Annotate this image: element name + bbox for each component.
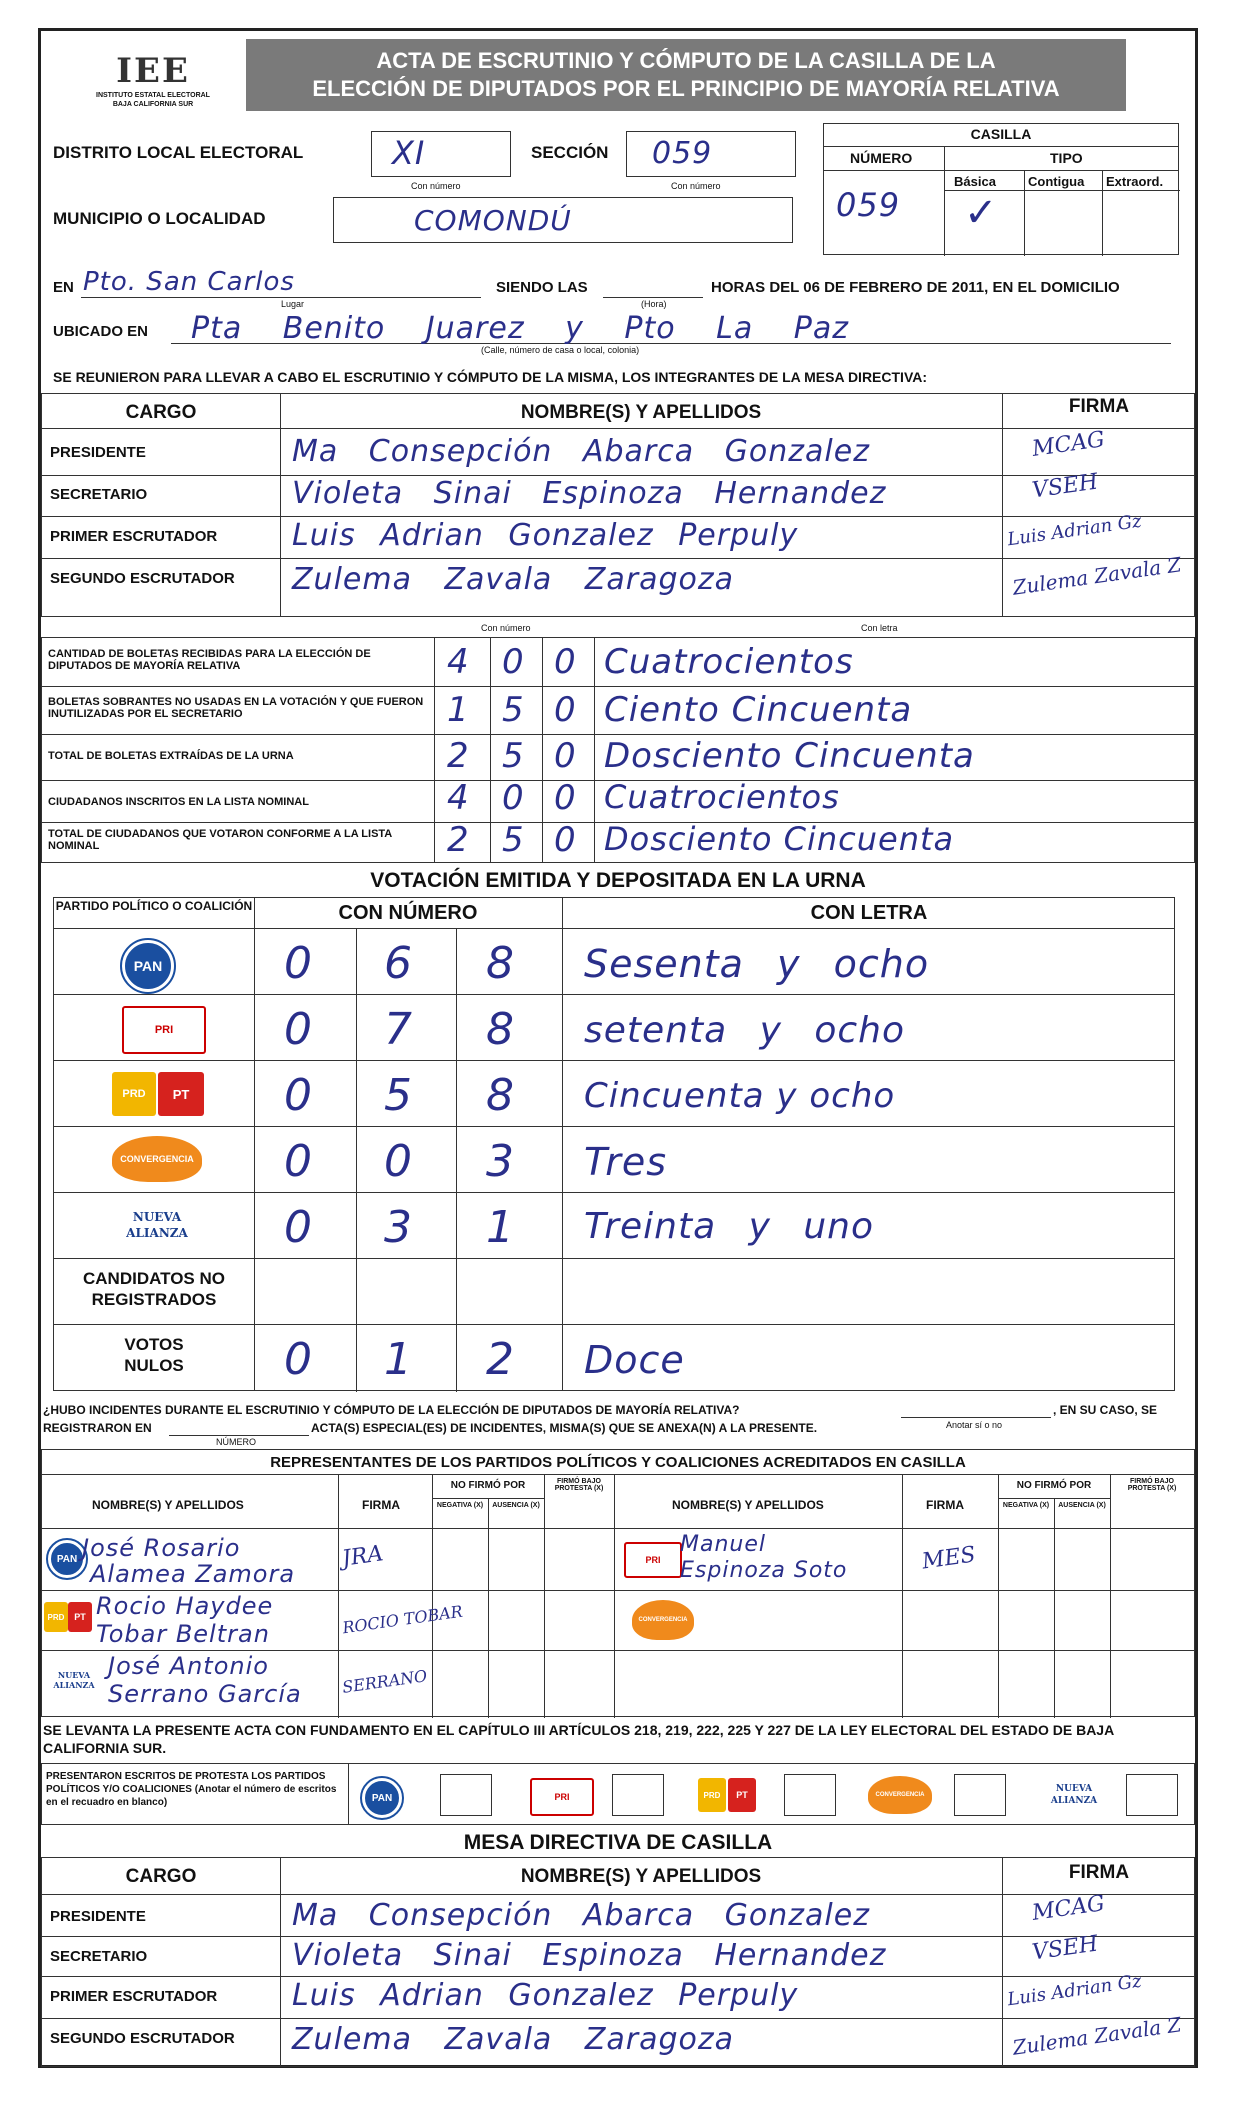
voto-d3-2: 8 <box>486 1070 515 1121</box>
protesta-na-line2: ALIANZA <box>1050 1796 1098 1806</box>
voto-d1-4: 0 <box>284 1202 313 1253</box>
letra-header: CON LETRA <box>810 902 928 924</box>
seccion-box <box>626 131 796 177</box>
seccion-label: SECCIÓN <box>531 143 609 162</box>
mesa2-firma-2: Luis Adrian Gz <box>1006 1970 1143 2011</box>
voto-d1-2: 0 <box>284 1070 313 1121</box>
rep-left-name1-0: José Rosario <box>82 1534 241 1562</box>
mesa1-nombre-0: Ma Consepción Abarca Gonzalez <box>292 434 870 469</box>
mesa1-cargo-2: PRIMER ESCRUTADOR <box>50 528 218 545</box>
rep-na-icon <box>44 1662 104 1698</box>
incidentes-line2-a: REGISTRARON EN <box>43 1421 152 1435</box>
boletas-con-letra: Con letra <box>861 623 898 633</box>
mesa2-cargo-header: CARGO <box>125 1866 197 1887</box>
municipio-value: COMONDÚ <box>414 204 572 237</box>
voto-letra-3: Tres <box>584 1140 668 1184</box>
negativa-right: NEGATIVA (X) <box>1002 1502 1050 1509</box>
voto-d3-3: 3 <box>486 1136 515 1187</box>
logo-sub2: BAJA CALIFORNIA SUR <box>112 101 194 108</box>
numero-header: CON NÚMERO <box>338 902 478 924</box>
distrito-label: DISTRITO LOCAL ELECTORAL <box>53 143 304 162</box>
prd-logo-icon: PRD <box>112 1072 156 1116</box>
lugar-caption: Lugar <box>281 299 305 309</box>
en-label: EN <box>53 279 74 296</box>
logo-mark: IEE <box>116 51 190 91</box>
rep-prd-icon: PRD <box>44 1602 68 1632</box>
voto-letra-2: Cincuenta y ocho <box>584 1076 896 1116</box>
votacion-table <box>53 897 1175 1391</box>
firmo-bajo-left: FIRMÓ BAJO PROTESTA (X) <box>554 1478 604 1492</box>
rep-pri-icon: PRI <box>624 1542 682 1578</box>
mesa2-cargo-2: PRIMER ESCRUTADOR <box>50 1988 218 2005</box>
title-line2: ELECCIÓN DE DIPUTADOS POR EL PRINCIPIO DE MAYORÍA RELATIVA <box>312 76 1060 101</box>
voto-d1-1: 0 <box>284 1004 313 1055</box>
ubicado-value: Pta Benito Juarez y Pto La Paz <box>191 311 850 346</box>
boleta-label-1: BOLETAS SOBRANTES NO USADAS EN LA VOTACIÓN Y QUE FUERON INUTILIZADAS POR EL SECRETARIO <box>48 696 424 720</box>
mesa2-nombre-header: NOMBRE(S) Y APELLIDOS <box>520 1866 762 1887</box>
voto-d3-4: 1 <box>486 1202 515 1253</box>
tipo-label: TIPO <box>1050 150 1083 166</box>
mesa2-table <box>41 1857 1195 2067</box>
boleta-d1-0: 4 <box>447 642 470 682</box>
mesa1-firma-0: MCAG <box>1030 427 1107 462</box>
mesa2-nombre-2: Luis Adrian Gonzalez Perpuly <box>292 1978 799 2013</box>
horas-text: HORAS DEL 06 DE FEBRERO DE 2011, EN EL DOMICILIO <box>711 279 1120 296</box>
mesa1-cargo-3: SEGUNDO ESCRUTADOR <box>50 570 235 587</box>
basica-check-mark: ✓ <box>964 190 999 236</box>
boleta-label-3: CIUDADANOS INSCRITOS EN LA LISTA NOMINAL <box>48 796 309 808</box>
nueva-alianza-logo-icon <box>112 1202 202 1248</box>
boleta-d2-3: 0 <box>502 778 525 818</box>
hora-caption: (Hora) <box>641 299 667 309</box>
boleta-d2-2: 5 <box>502 736 525 776</box>
mesa1-firma-1: VSEH <box>1030 469 1100 504</box>
voto-d2-0: 6 <box>384 938 413 989</box>
pri-logo-icon: PRI <box>122 1006 206 1054</box>
no-firmo-right: NO FIRMÓ POR <box>1016 1480 1092 1491</box>
boleta-d3-4: 0 <box>554 820 577 860</box>
title-line1: ACTA DE ESCRUTINIO Y CÓMPUTO DE LA CASILLA DE LA <box>376 48 996 73</box>
mesa2-firma-header: FIRMA <box>1068 1862 1130 1883</box>
voto-d2-3: 0 <box>384 1136 413 1187</box>
boleta-d1-3: 4 <box>447 778 470 818</box>
partido-header: PARTIDO POLÍTICO O COALICIÓN <box>55 899 253 913</box>
rep-left-name2-1: Tobar Beltran <box>96 1620 270 1648</box>
protesta-prd-icon: PRD <box>698 1778 726 1812</box>
numero-label: NÚMERO <box>850 150 913 166</box>
protesta-row <box>41 1763 1195 1825</box>
seccion-caption: Con número <box>671 181 721 191</box>
distrito-value: XI <box>392 134 426 172</box>
ubicado-label: UBICADO EN <box>53 323 149 340</box>
fundamento-text: SE LEVANTA LA PRESENTE ACTA CON FUNDAMENTO EN EL CAPÍTULO III ARTÍCULOS 218, 219, 222, 225 Y 227 DE LA LEY ELECTORAL DEL ESTADO DE BAJA CALIFORNIA SUR. <box>43 1722 1114 1756</box>
mesa2-firma-0: MCAG <box>1030 1891 1107 1926</box>
protesta-na-icon <box>1038 1776 1110 1814</box>
municipio-label: MUNICIPIO O LOCALIDAD <box>53 209 266 228</box>
rep-left-name2-0: Alamea Zamora <box>90 1560 296 1588</box>
boleta-letra-4: Dosciento Cincuenta <box>604 820 955 858</box>
rep-left-name1-1: Rocio Haydee <box>96 1592 274 1620</box>
boletas-table <box>41 637 1195 863</box>
firmo-bajo-right: FIRMÓ BAJO PROTESTA (X) <box>1127 1478 1177 1492</box>
incidentes-line1-end: , EN SU CASO, SE <box>1053 1403 1158 1417</box>
no-firmo-left: NO FIRMÓ POR <box>450 1480 526 1491</box>
mesa1-nombre-3: Zulema Zavala Zaragoza <box>292 562 735 597</box>
na-line2: ALIANZA <box>126 1226 188 1240</box>
protesta-na-box[interactable] <box>1126 1774 1178 1816</box>
rep-convergencia-icon: CONVERGENCIA <box>632 1600 694 1640</box>
voto-letra-1: setenta y ocho <box>584 1010 906 1051</box>
anotar-caption: Anotar sí o no <box>946 1420 1003 1430</box>
rep-left-firma-0: JRA <box>340 1541 385 1572</box>
casilla-box <box>823 123 1179 255</box>
title-banner <box>246 39 1126 111</box>
seccion-value: 059 <box>652 136 713 171</box>
boleta-d1-1: 1 <box>447 690 470 730</box>
boleta-label-0: CANTIDAD DE BOLETAS RECIBIDAS PARA LA ELECCIÓN DE DIPUTADOS DE MAYORÍA RELATIVA <box>48 648 371 672</box>
rep-right-firma-0: MES <box>920 1542 978 1575</box>
rep-pan-icon: PAN <box>48 1540 86 1578</box>
rep-na-line2: ALIANZA <box>53 1680 95 1690</box>
basica-label: Básica <box>954 174 996 189</box>
mesa1-firma-header: FIRMA <box>1068 396 1130 417</box>
protesta-pri-icon: PRI <box>530 1778 594 1816</box>
boletas-con-numero: Con número <box>481 623 531 633</box>
iee-logo <box>83 51 223 131</box>
mesa2-firma-3: Zulema Zavala Z <box>1011 2012 1183 2060</box>
logo-sub1: INSTITUTO ESTATAL ELECTORAL <box>96 92 210 99</box>
ausencia-left: AUSENCIA (X) <box>492 1502 540 1509</box>
voto-letra-6: Doce <box>584 1338 685 1382</box>
numero-caption: NÚMERO <box>216 1437 256 1447</box>
mesa1-nombre-2: Luis Adrian Gonzalez Perpuly <box>292 518 799 553</box>
mesa1-cargo-1: SECRETARIO <box>50 486 148 503</box>
boleta-d2-0: 0 <box>502 642 525 682</box>
pan-logo-icon: PAN <box>122 940 174 992</box>
ubicado-caption: (Calle, número de casa o local, colonia) <box>481 345 640 355</box>
voto-letra-4: Treinta y uno <box>584 1206 874 1247</box>
convergencia-logo-icon: CONVERGENCIA <box>112 1136 202 1182</box>
mesa1-firma-2: Luis Adrian Gz <box>1006 510 1143 551</box>
protesta-prdpt-box[interactable] <box>784 1774 836 1816</box>
voto-d2-1: 7 <box>384 1004 413 1055</box>
voto-d3-1: 8 <box>486 1004 515 1055</box>
incidentes-line1: ¿HUBO INCIDENTES DURANTE EL ESCRUTINIO Y CÓMPUTO DE LA ELECCIÓN DE DIPUTADOS DE MAYORÍA RELATIVA? <box>43 1403 740 1417</box>
casilla-numero-value: 059 <box>836 186 901 224</box>
rep-right-name1-0: Manuel <box>680 1532 766 1557</box>
protesta-na-line1: NUEVA <box>1055 1784 1093 1794</box>
voto-d1-6: 0 <box>284 1334 313 1385</box>
protesta-pan-icon: PAN <box>362 1778 402 1818</box>
protesta-pan-box[interactable] <box>440 1774 492 1816</box>
voto-d1-0: 0 <box>284 938 313 989</box>
nulos-label: VOTOS NULOS <box>124 1335 184 1375</box>
representantes-table <box>41 1449 1195 1717</box>
incidentes-line2-b: ACTA(S) ESPECIAL(ES) DE INCIDENTES, MISMA(S) QUE SE ANEXA(N) A LA PRESENTE. <box>311 1421 818 1435</box>
extraord-label: Extraord. <box>1106 174 1164 189</box>
boleta-letra-0: Cuatrocientos <box>604 642 854 682</box>
boleta-d2-1: 5 <box>502 690 525 730</box>
mesa1-cargo-header: CARGO <box>125 402 197 423</box>
casilla-label: CASILLA <box>970 126 1032 142</box>
voto-d3-0: 8 <box>486 938 515 989</box>
boleta-letra-1: Ciento Cincuenta <box>604 690 913 730</box>
boleta-letra-3: Cuatrocientos <box>604 778 840 816</box>
rep-left-name2-2: Serrano García <box>108 1680 302 1708</box>
siendo-label: SIENDO LAS <box>496 279 588 296</box>
distrito-caption: Con número <box>411 181 461 191</box>
protesta-text: PRESENTARON ESCRITOS DE PROTESTA LOS PARTIDOS POLÍTICOS Y/O COALICIONES (Anotar el número de escritos en el recuadro en blanco) <box>46 1771 337 1808</box>
boleta-d2-4: 5 <box>502 820 525 860</box>
boleta-d3-2: 0 <box>554 736 577 776</box>
mesa2-firma-1: VSEH <box>1030 1931 1100 1966</box>
na-line1: NUEVA <box>132 1210 182 1224</box>
mesa1-nombre-1: Violeta Sinai Espinoza Hernandez <box>292 476 887 511</box>
boleta-d3-3: 0 <box>554 778 577 818</box>
mesa2-title: MESA DIRECTIVA DE CASILLA <box>463 1831 773 1854</box>
rep-nombre-header-right: NOMBRE(S) Y APELLIDOS <box>672 1498 824 1512</box>
acta-sheet <box>38 28 1198 2068</box>
mesa2-cargo-1: SECRETARIO <box>50 1948 148 1965</box>
boleta-d1-4: 2 <box>447 820 470 860</box>
boleta-d3-1: 0 <box>554 690 577 730</box>
mesa2-nombre-0: Ma Consepción Abarca Gonzalez <box>292 1898 870 1933</box>
mesa2-cargo-3: SEGUNDO ESCRUTADOR <box>50 2030 235 2047</box>
mesa1-firma-3: Zulema Zavala Z <box>1011 552 1183 600</box>
rep-na-line1: NUEVA <box>57 1670 91 1680</box>
voto-letra-0: Sesenta y ocho <box>584 942 930 986</box>
distrito-box <box>371 131 511 177</box>
rep-pt-icon: PT <box>68 1602 92 1632</box>
ausencia-right: AUSENCIA (X) <box>1058 1502 1106 1509</box>
rep-left-firma-2: SERRANO <box>341 1666 429 1697</box>
negativa-left: NEGATIVA (X) <box>436 1502 484 1509</box>
mesa2-nombre-3: Zulema Zavala Zaragoza <box>292 2022 735 2057</box>
boleta-d1-2: 2 <box>447 736 470 776</box>
boleta-label-4: TOTAL DE CIUDADANOS QUE VOTARON CONFORME A LA LISTA NOMINAL <box>48 828 392 852</box>
reunieron-text: SE REUNIERON PARA LLEVAR A CABO EL ESCRUTINIO Y CÓMPUTO DE LA MISMA, LOS INTEGRANTES DE LA MESA DIRECTIVA: <box>53 369 928 385</box>
boleta-label-2: TOTAL DE BOLETAS EXTRAÍDAS DE LA URNA <box>48 750 294 762</box>
voto-d2-6: 1 <box>384 1334 413 1385</box>
mesa2-cargo-0: PRESIDENTE <box>50 1908 146 1925</box>
voto-d3-6: 2 <box>486 1334 515 1385</box>
voto-d1-3: 0 <box>284 1136 313 1187</box>
rep-nombre-header-left: NOMBRE(S) Y APELLIDOS <box>92 1498 244 1512</box>
votacion-title: VOTACIÓN EMITIDA Y DEPOSITADA EN LA URNA <box>370 869 866 892</box>
mesa1-cargo-0: PRESIDENTE <box>50 444 146 461</box>
voto-d2-2: 5 <box>384 1070 413 1121</box>
rep-left-firma-1: ROCIO TOBAR <box>341 1601 464 1638</box>
rep-right-name2-0: Espinoza Soto <box>680 1558 848 1583</box>
municipio-box <box>333 197 793 243</box>
lugar-value: Pto. San Carlos <box>83 267 295 297</box>
rep-firma-header-right: FIRMA <box>926 1498 964 1512</box>
boleta-d3-0: 0 <box>554 642 577 682</box>
protesta-convergencia-icon: CONVERGENCIA <box>868 1776 932 1814</box>
mesa1-table <box>41 393 1195 617</box>
candidatos-label: CANDIDATOS NO REGISTRADOS <box>83 1269 225 1309</box>
protesta-pt-icon: PT <box>728 1778 756 1812</box>
boleta-letra-2: Dosciento Cincuenta <box>604 736 975 776</box>
voto-d2-4: 3 <box>384 1202 413 1253</box>
mesa2-nombre-1: Violeta Sinai Espinoza Hernandez <box>292 1938 887 1973</box>
rep-firma-header-left: FIRMA <box>362 1498 400 1512</box>
protesta-conv-box[interactable] <box>954 1774 1006 1816</box>
representantes-title: REPRESENTANTES DE LOS PARTIDOS POLÍTICOS Y COALICIONES ACREDITADOS EN CASILLA <box>270 1454 966 1471</box>
rep-left-name1-2: José Antonio <box>108 1652 269 1680</box>
contigua-label: Contigua <box>1028 174 1085 189</box>
pt-logo-icon: PT <box>158 1072 204 1116</box>
protesta-pri-box[interactable] <box>612 1774 664 1816</box>
mesa1-nombre-header: NOMBRE(S) Y APELLIDOS <box>520 402 762 423</box>
